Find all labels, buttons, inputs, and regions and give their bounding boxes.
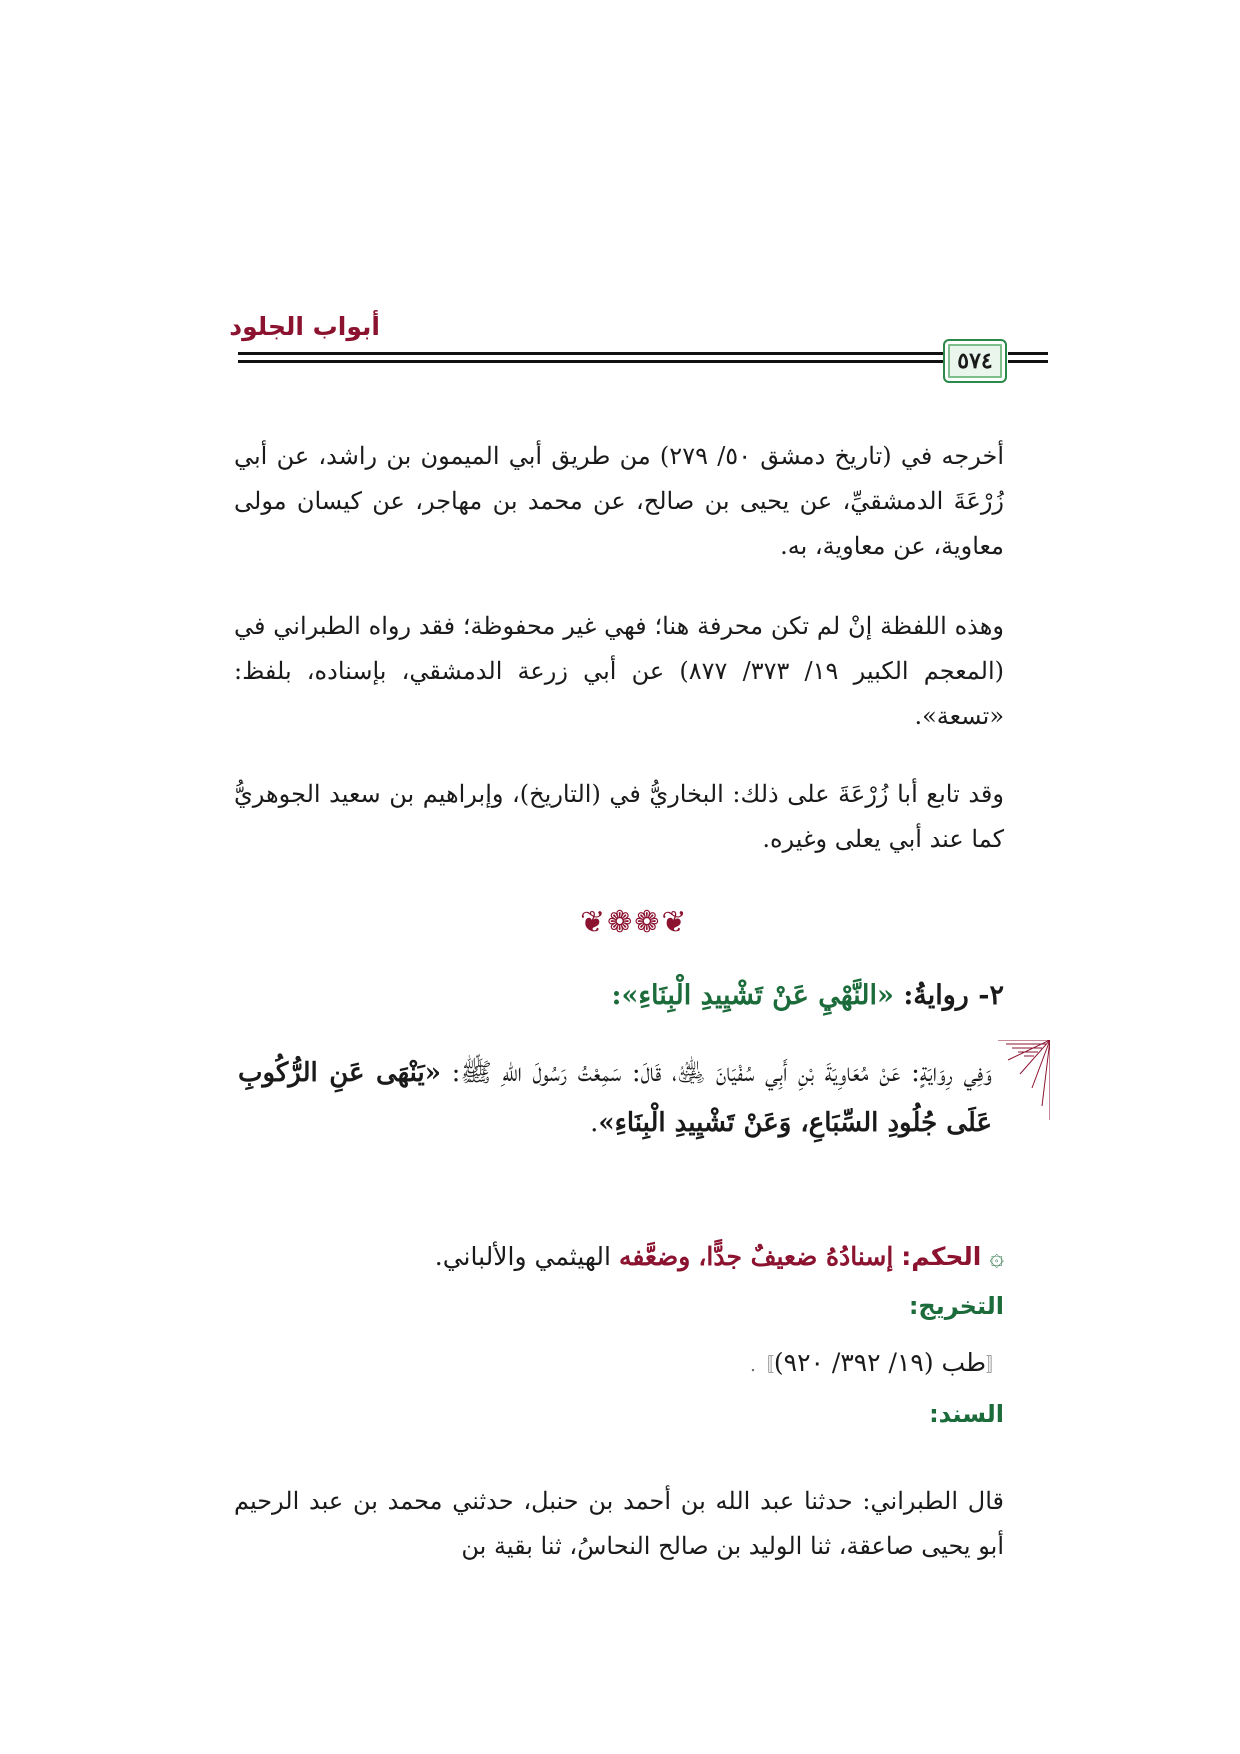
- hadith-end: .: [590, 1108, 599, 1138]
- corner-ornament-icon: [998, 1040, 1050, 1120]
- running-title: أبواب الجلود: [229, 312, 380, 341]
- section-number: ٢-: [978, 980, 1004, 1011]
- ruling-mark-icon: ۞: [989, 1242, 1004, 1271]
- section-heading: [234, 980, 1004, 1011]
- hadith-quote: «يَنْهَى عَنِ الرُّكُوبِ عَلَى جُلُودِ السِّبَاعِ، وَعَنْ تَشْيِيدِ الْبِنَاءِ»: [238, 1058, 992, 1138]
- sanad-paragraph: قال الطبراني: حدثنا عبد الله بن أحمد بن حنبل، حدثني محمد بن عبد الرحيم أبو يحيى صاعقة، ثنا الوليد بن صالح النحاسُ، ثنا بقية بن: [234, 1487, 1004, 1560]
- ruling-verdict: إسنادُهُ ضعيفٌ جدًّا،: [698, 1242, 894, 1271]
- takhrij-source: [234, 1340, 1004, 1388]
- paragraph-2: وهذه اللفظة إنْ لم تكن محرفة هنا؛ فهي غير محفوظة؛ فقد رواه الطبراني في (المعجم الكبير ١٩/ ٣٧٣/ ٨٧٧) عن أبي زرعة الدمشقي، بإسناده، بلفظ: «تسعة».: [234, 612, 1005, 730]
- page-number: ٥٧٤: [957, 348, 993, 374]
- takhrij-reference: طب (١٩/ ٣٩٢/ ٩٢٠): [773, 1348, 986, 1377]
- paragraph-3: وقد تابع أبا زُرْعَةَ على ذلك: البخاريُّ في (التاريخ)، وإبراهيم بن سعيد الجوهريُّ كما عند أبي يعلى وغيره.: [234, 780, 1004, 853]
- ruling-weakened-by: وضعَّفه: [618, 1242, 691, 1271]
- section-title: «النَّهْيِ عَنْ تَشْيِيدِ الْبِنَاءِ»:: [611, 980, 894, 1011]
- header-rule-right-bottom: [1008, 360, 1048, 363]
- paragraph-1: أخرجه في (تاريخ دمشق ٥٠/ ٢٧٩) من طريق أبي الميمون بن راشد، عن أبي زُرْعَةَ الدمشقيِّ، عن يحيى بن صالح، عن محمد بن مهاجر، عن كيسان مولى معاوية، عن معاوية، به.: [234, 442, 1004, 560]
- header-rule-right-top: [1008, 352, 1048, 355]
- open-bracket: 〚: [986, 1355, 1004, 1376]
- page-number-badge: [943, 339, 1007, 383]
- header-rule-bottom: [238, 360, 998, 363]
- ruling-label: الحكم:: [901, 1242, 982, 1271]
- section-prefix: روايةُ:: [903, 980, 969, 1011]
- hadith-text: [238, 1048, 992, 1148]
- takhrij-label: التخريج:: [908, 1292, 1004, 1320]
- close-bracket: 〛.: [750, 1355, 774, 1376]
- ruling-line: [234, 1234, 1004, 1279]
- ruling-authorities: الهيثمي والألباني.: [434, 1242, 611, 1271]
- section-divider-ornament: ❦❁❁❦: [580, 905, 689, 940]
- sanad-label: السند:: [929, 1400, 1004, 1428]
- header-rule-top: [238, 352, 998, 355]
- hadith-intro: وَفِي رِوَايَةٍ: عَنْ مُعَاوِيَةَ بْنِ أَبِي سُفْيَانَ ﵁، قَالَ: سَمِعْتُ رَسُولَ اللهِ ﷺ:: [440, 1058, 992, 1088]
